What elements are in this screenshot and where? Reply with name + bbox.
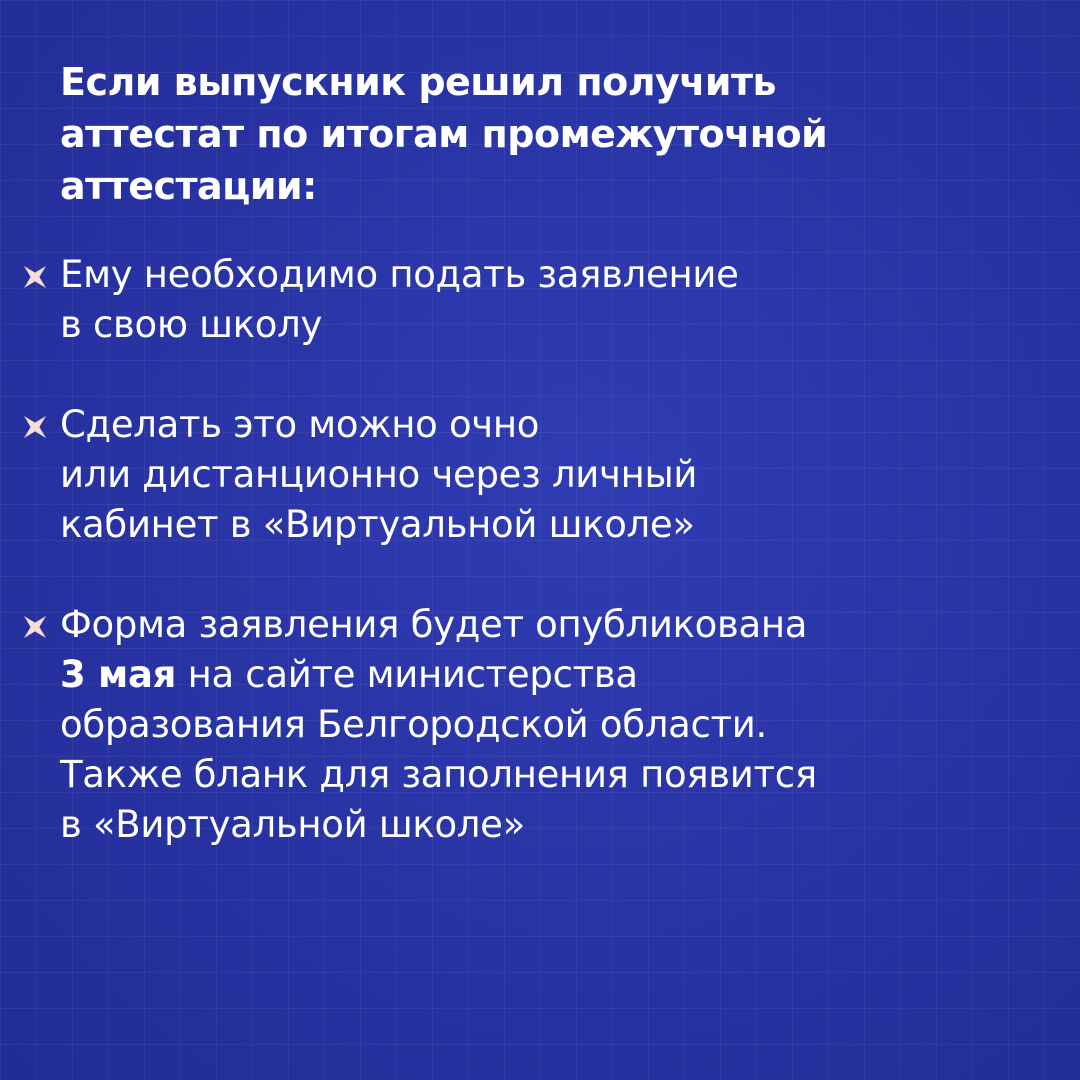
heading <box>60 56 1020 212</box>
bullet-line: Сделать это можно очно <box>60 403 540 446</box>
date-highlight: 3 мая <box>60 653 177 696</box>
bullet-line: образования Белгородской области. <box>60 703 767 746</box>
bullet-line-rest: на сайте министерства <box>176 653 638 696</box>
bullet-text <box>60 250 1080 350</box>
bullet-item <box>0 400 1080 550</box>
bullet-line: или дистанционно через личный <box>60 453 698 496</box>
bullet-line: в «Виртуальной школе» <box>60 803 525 846</box>
four-point-star-icon <box>24 266 46 288</box>
heading-line: Если выпускник решил получить <box>60 60 777 104</box>
bullet-line: Форма заявления будет опубликована <box>60 603 808 646</box>
bullet-text <box>60 400 1080 550</box>
bullet-list <box>0 250 1080 900</box>
heading-line: аттестации: <box>60 164 317 208</box>
four-point-star-icon <box>24 416 46 438</box>
bullet-line: Ему необходимо подать заявление <box>60 253 739 296</box>
bullet-line: Также бланк для заполнения появится <box>60 753 817 796</box>
bullet-item <box>0 600 1080 850</box>
bullet-text <box>60 600 1080 850</box>
bullet-line <box>60 650 1080 700</box>
bullet-line: в свою школу <box>60 303 323 346</box>
bullet-line: кабинет в «Виртуальной школе» <box>60 503 695 546</box>
heading-line: аттестат по итогам промежуточной <box>60 112 828 156</box>
four-point-star-icon <box>24 616 46 638</box>
bullet-item <box>0 250 1080 350</box>
